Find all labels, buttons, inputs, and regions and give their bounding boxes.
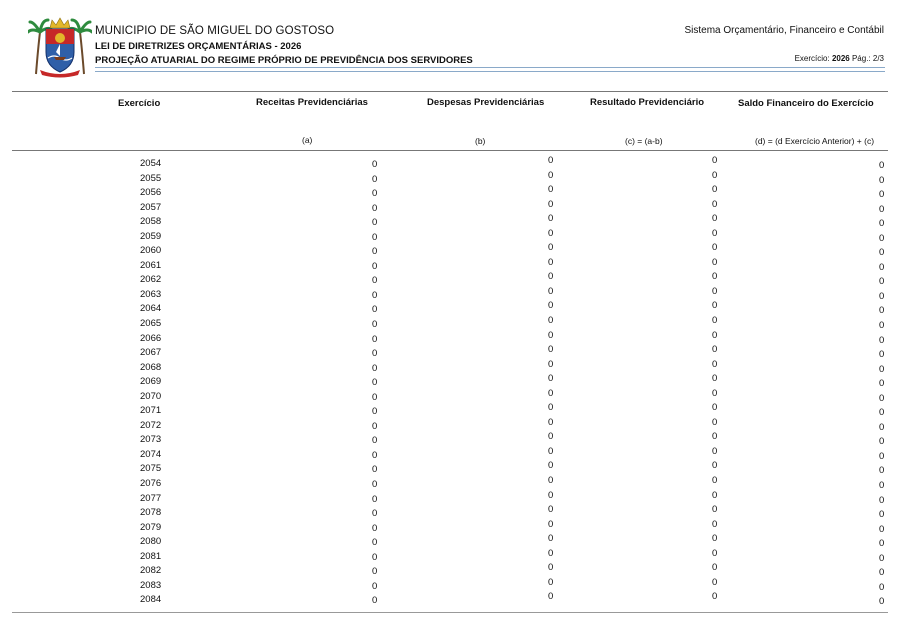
cell-despesas: 0 [548,431,554,443]
cell-despesas: 0 [548,591,554,603]
cell-saldo: 0 [879,305,885,317]
cell-despesas: 0 [548,227,554,239]
cell-exercicio: 2071 [140,405,162,417]
cell-saldo: 0 [879,465,885,477]
cell-exercicio: 2054 [140,158,162,169]
cell-despesas: 0 [548,562,554,574]
cell-saldo: 0 [879,436,885,448]
cell-saldo: 0 [879,567,885,579]
cell-exercicio: 2066 [140,332,162,344]
cell-exercicio: 2080 [140,536,162,548]
cell-exercicio: 2068 [140,361,162,373]
cell-despesas: 0 [548,242,554,254]
cell-exercicio: 2065 [140,318,162,330]
cell-exercicio: 2061 [140,259,162,271]
cell-despesas: 0 [548,271,554,283]
table-row [0,215,900,230]
cell-resultado: 0 [712,198,718,210]
cell-despesas: 0 [548,460,554,472]
cell-receitas: 0 [372,159,378,170]
cell-receitas: 0 [372,435,378,447]
cell-exercicio: 2078 [140,507,162,519]
cell-exercicio: 2070 [140,390,162,402]
cell-despesas: 0 [548,184,554,196]
cell-exercicio: 2060 [140,245,162,257]
cell-receitas: 0 [372,420,378,432]
cell-exercicio: 2077 [140,492,162,504]
cell-saldo: 0 [879,232,885,244]
cell-resultado: 0 [712,256,718,268]
projection-table-body [0,157,900,608]
municipality-name: MUNICIPIO DE SÃO MIGUEL DO GOSTOSO [95,25,335,37]
table-row [0,285,900,303]
table-row [0,518,900,536]
cell-exercicio: 2079 [140,521,162,533]
cell-despesas: 0 [548,285,554,297]
cell-despesas: 0 [548,300,554,312]
cell-exercicio: 2075 [140,463,162,475]
cell-exercicio: 2064 [140,303,162,315]
cell-resultado: 0 [712,184,718,196]
cell-receitas: 0 [372,464,378,476]
cell-exercicio: 2058 [140,216,162,228]
cell-saldo: 0 [879,261,885,273]
table-row [0,433,900,448]
cell-resultado: 0 [712,591,718,603]
cell-saldo: 0 [879,349,885,361]
cell-receitas: 0 [372,202,378,214]
table-row [0,416,900,434]
table-row [0,576,900,594]
cell-saldo: 0 [879,509,885,521]
cell-saldo: 0 [879,174,885,186]
cell-resultado: 0 [712,373,718,385]
table-row [0,157,900,172]
table-top-rule [12,91,888,92]
cell-saldo: 0 [879,538,885,550]
cell-saldo: 0 [879,450,885,462]
cell-saldo: 0 [879,363,885,375]
cell-resultado: 0 [712,504,718,516]
cell-saldo: 0 [879,218,885,230]
cell-receitas: 0 [372,217,378,229]
cell-receitas: 0 [372,449,378,461]
table-row [0,462,900,477]
cell-receitas: 0 [372,275,378,287]
table-row [0,329,900,347]
cell-despesas: 0 [548,256,554,268]
table-row [0,387,900,405]
column-header-receitas: Receitas Previdenciárias [256,97,368,108]
cell-saldo: 0 [879,407,885,419]
column-header-exercicio: Exercício [118,98,161,109]
cell-despesas: 0 [548,576,554,588]
cell-resultado: 0 [712,169,718,181]
system-name: Sistema Orçamentário, Financeiro e Contábil [684,25,884,36]
cell-resultado: 0 [712,460,718,472]
column-header-despesas: Despesas Previdenciárias [427,97,545,108]
cell-resultado: 0 [712,547,718,559]
cell-resultado: 0 [712,344,718,356]
table-row [0,535,900,550]
cell-exercicio: 2081 [140,550,162,562]
cell-saldo: 0 [879,392,885,404]
cell-receitas: 0 [372,348,378,360]
cell-resultado: 0 [712,315,718,327]
cell-receitas: 0 [372,580,378,592]
table-row [0,227,900,245]
cell-receitas: 0 [372,362,378,374]
cell-saldo: 0 [879,320,885,332]
cell-saldo: 0 [879,334,885,346]
cell-saldo: 0 [879,203,885,215]
cell-despesas: 0 [548,489,554,501]
cell-despesas: 0 [548,445,554,457]
cell-receitas: 0 [372,595,378,607]
report-law-title: LEI DE DIRETRIZES ORÇAMENTÁRIAS - 2026 [95,41,302,52]
table-row [0,273,900,288]
table-row [0,375,900,390]
header-divider [95,67,885,72]
cell-receitas: 0 [372,304,378,316]
cell-exercicio: 2072 [140,419,162,431]
exercise-year: 2026 [831,54,850,63]
table-row [0,477,900,492]
table-header-rule [12,150,888,151]
cell-despesas: 0 [548,315,554,327]
exercise-page-info [795,54,884,63]
cell-despesas: 0 [548,518,554,530]
cell-saldo: 0 [879,276,885,288]
cell-exercicio: 2057 [140,201,162,213]
cell-saldo: 0 [879,581,885,593]
cell-resultado: 0 [712,329,718,341]
cell-receitas: 0 [372,522,378,534]
cell-resultado: 0 [712,431,718,443]
table-bottom-rule [12,612,888,613]
table-row [0,169,900,187]
cell-resultado: 0 [712,402,718,414]
cell-despesas: 0 [548,547,554,559]
cell-despesas: 0 [548,416,554,428]
cell-exercicio: 2055 [140,172,162,184]
cell-receitas: 0 [372,551,378,563]
cell-despesas: 0 [548,358,554,370]
subheader-despesas: (b) [475,136,486,146]
cell-saldo: 0 [879,247,885,259]
cell-receitas: 0 [372,537,378,549]
table-row [0,593,900,608]
cell-receitas: 0 [372,566,378,578]
cell-resultado: 0 [712,213,718,225]
cell-resultado: 0 [712,416,718,428]
cell-despesas: 0 [548,155,554,166]
table-row [0,506,900,521]
cell-receitas: 0 [372,289,378,301]
cell-despesas: 0 [548,387,554,399]
cell-resultado: 0 [712,518,718,530]
cell-resultado: 0 [712,387,718,399]
cell-receitas: 0 [372,231,378,243]
cell-receitas: 0 [372,479,378,491]
table-row [0,186,900,201]
cell-exercicio: 2069 [140,376,162,388]
cell-despesas: 0 [548,373,554,385]
cell-saldo: 0 [879,290,885,302]
cell-saldo: 0 [879,523,885,535]
table-row [0,317,900,332]
cell-receitas: 0 [372,246,378,258]
cell-resultado: 0 [712,445,718,457]
cell-saldo: 0 [879,421,885,433]
cell-receitas: 0 [372,508,378,520]
cell-despesas: 0 [548,504,554,516]
cell-exercicio: 2059 [140,230,162,242]
cell-receitas: 0 [372,377,378,389]
exercise-label: Exercício: [794,54,830,63]
cell-receitas: 0 [372,319,378,331]
cell-resultado: 0 [712,155,718,166]
cell-resultado: 0 [712,576,718,588]
cell-resultado: 0 [712,271,718,283]
cell-resultado: 0 [712,227,718,239]
cell-saldo: 0 [879,494,885,506]
subheader-resultado: (c) = (a-b) [625,136,663,146]
table-row [0,564,900,579]
cell-exercicio: 2084 [140,594,162,606]
report-title: PROJEÇÃO ATUARIAL DO REGIME PRÓPRIO DE PREVIDÊNCIA DOS SERVIDORES [95,55,473,66]
table-row [0,346,900,361]
subheader-saldo: (d) = (d Exercício Anterior) + (c) [755,136,875,146]
table-row [0,198,900,216]
cell-receitas: 0 [372,391,378,403]
cell-receitas: 0 [372,493,378,505]
cell-exercicio: 2082 [140,565,162,577]
cell-despesas: 0 [548,213,554,225]
cell-receitas: 0 [372,188,378,200]
cell-exercicio: 2083 [140,579,162,591]
cell-despesas: 0 [548,402,554,414]
cell-saldo: 0 [879,378,885,390]
cell-despesas: 0 [548,533,554,545]
cell-exercicio: 2074 [140,448,162,460]
cell-saldo: 0 [879,596,885,608]
cell-resultado: 0 [712,242,718,254]
table-row [0,302,900,317]
subheader-receitas: (a) [302,135,313,145]
table-row [0,489,900,507]
table-row [0,404,900,419]
cell-saldo: 0 [879,189,885,201]
cell-exercicio: 2063 [140,288,162,300]
cell-resultado: 0 [712,489,718,501]
cell-despesas: 0 [548,475,554,487]
cell-despesas: 0 [548,169,554,181]
cell-exercicio: 2056 [140,187,162,199]
cell-resultado: 0 [712,562,718,574]
cell-exercicio: 2062 [140,274,162,286]
cell-despesas: 0 [548,329,554,341]
cell-resultado: 0 [712,475,718,487]
column-header-resultado: Resultado Previdenciário [590,97,705,108]
cell-despesas: 0 [548,344,554,356]
cell-resultado: 0 [712,533,718,545]
table-row [0,256,900,274]
cell-exercicio: 2067 [140,347,162,359]
cell-saldo: 0 [879,480,885,492]
cell-receitas: 0 [372,406,378,418]
cell-receitas: 0 [372,260,378,272]
cell-receitas: 0 [372,173,378,185]
table-row [0,547,900,565]
coat-of-arms-logo [28,14,92,78]
cell-resultado: 0 [712,285,718,297]
table-row [0,358,900,376]
page-number: Pág.: 2/3 [851,54,884,63]
cell-saldo: 0 [879,160,885,171]
cell-saldo: 0 [879,552,885,564]
cell-resultado: 0 [712,358,718,370]
cell-exercicio: 2073 [140,434,162,446]
cell-receitas: 0 [372,333,378,345]
table-row [0,244,900,259]
cell-despesas: 0 [548,198,554,210]
table-row [0,445,900,463]
column-header-saldo: Saldo Financeiro do Exercício [738,98,874,109]
cell-resultado: 0 [712,300,718,312]
cell-exercicio: 2076 [140,478,162,490]
